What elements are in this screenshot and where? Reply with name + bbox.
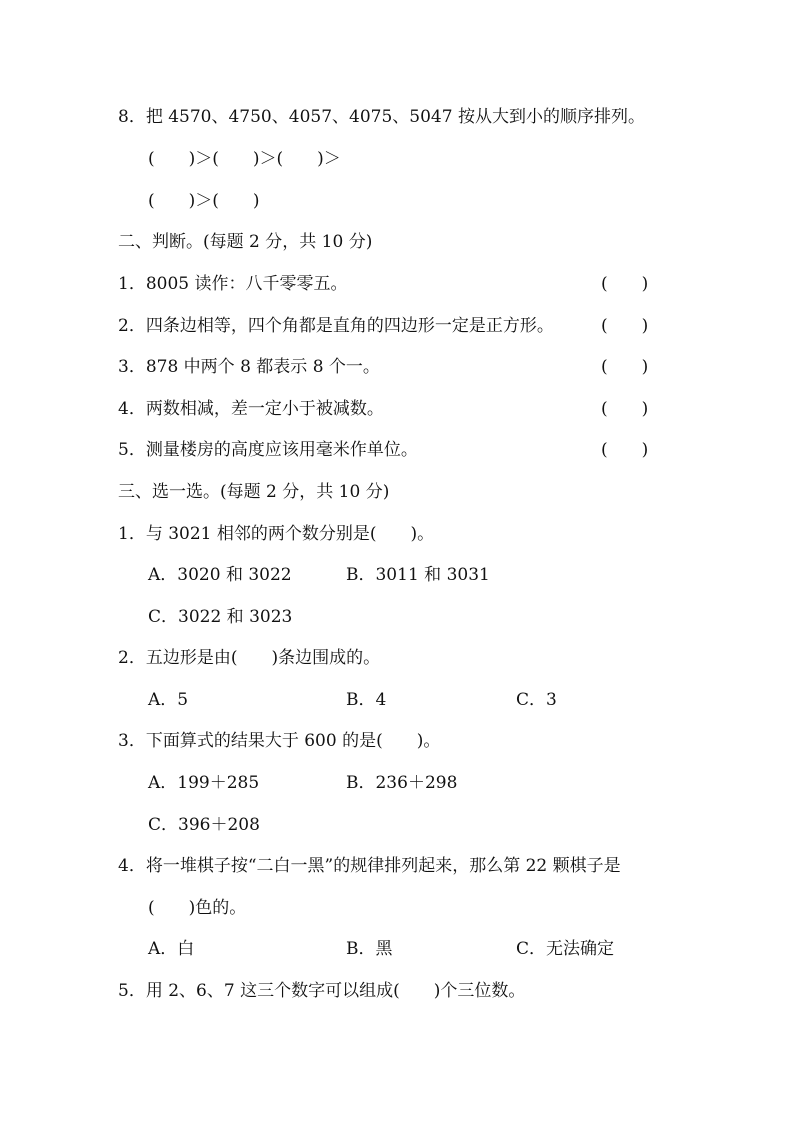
judge-item-3: 3．878 中两个 8 都表示 8 个一。 (118, 357, 380, 377)
choice-q1-option-a: A．3020 和 3022 (148, 565, 292, 585)
q8-answer-row2: ( )＞( ) (148, 191, 260, 211)
judge-item-1: 1．8005 读作：八千零零五。 (118, 274, 348, 294)
q8-answer-row1: ( )＞( )＞( )＞ (148, 149, 341, 169)
choice-q2-option-a: A．5 (148, 690, 189, 710)
choice-q1-option-c: C．3022 和 3023 (148, 607, 293, 627)
choice-q4-option-a: A．白 (148, 939, 195, 959)
judge-item-4: 4．两数相减，差一定小于被减数。 (118, 399, 384, 419)
judge-blank-5: ( ) (601, 440, 649, 460)
choice-q3-option-c: C．396＋208 (148, 815, 260, 835)
judge-item-5: 5．测量楼房的高度应该用毫米作单位。 (118, 440, 418, 460)
section2-title: 二、判断。(每题 2 分，共 10 分) (118, 232, 373, 252)
q8-text: 8．把 4570、4750、4057、4075、5047 按从大到小的顺序排列。 (118, 107, 645, 127)
choice-q4-option-c: C．无法确定 (516, 939, 615, 959)
choice-q5-text: 5．用 2、6、7 这三个数字可以组成( )个三位数。 (118, 981, 526, 1001)
choice-q1-option-b: B．3011 和 3031 (346, 565, 490, 585)
choice-q2-text: 2．五边形是由( )条边围成的。 (118, 648, 381, 668)
judge-item-2: 2．四条边相等，四个角都是直角的四边形一定是正方形。 (118, 316, 554, 336)
choice-q4-text-continued: ( )色的。 (148, 898, 247, 918)
choice-q2-option-b: B．4 (346, 690, 387, 710)
choice-q1-text: 1．与 3021 相邻的两个数分别是( )。 (118, 524, 435, 544)
choice-q4-text: 4．将一堆棋子按“二白一黑”的规律排列起来，那么第 22 颗棋子是 (118, 856, 621, 876)
choice-q3-text: 3．下面算式的结果大于 600 的是( )。 (118, 731, 441, 751)
choice-q3-option-a: A．199＋285 (148, 773, 260, 793)
judge-blank-3: ( ) (601, 357, 649, 377)
choice-q2-option-c: C．3 (516, 690, 557, 710)
choice-q3-option-b: B．236＋298 (346, 773, 458, 793)
judge-blank-2: ( ) (601, 316, 649, 336)
choice-q4-option-b: B．黑 (346, 939, 393, 959)
section3-title: 三、选一选。(每题 2 分，共 10 分) (118, 482, 390, 502)
judge-blank-4: ( ) (601, 399, 649, 419)
judge-blank-1: ( ) (601, 274, 649, 294)
